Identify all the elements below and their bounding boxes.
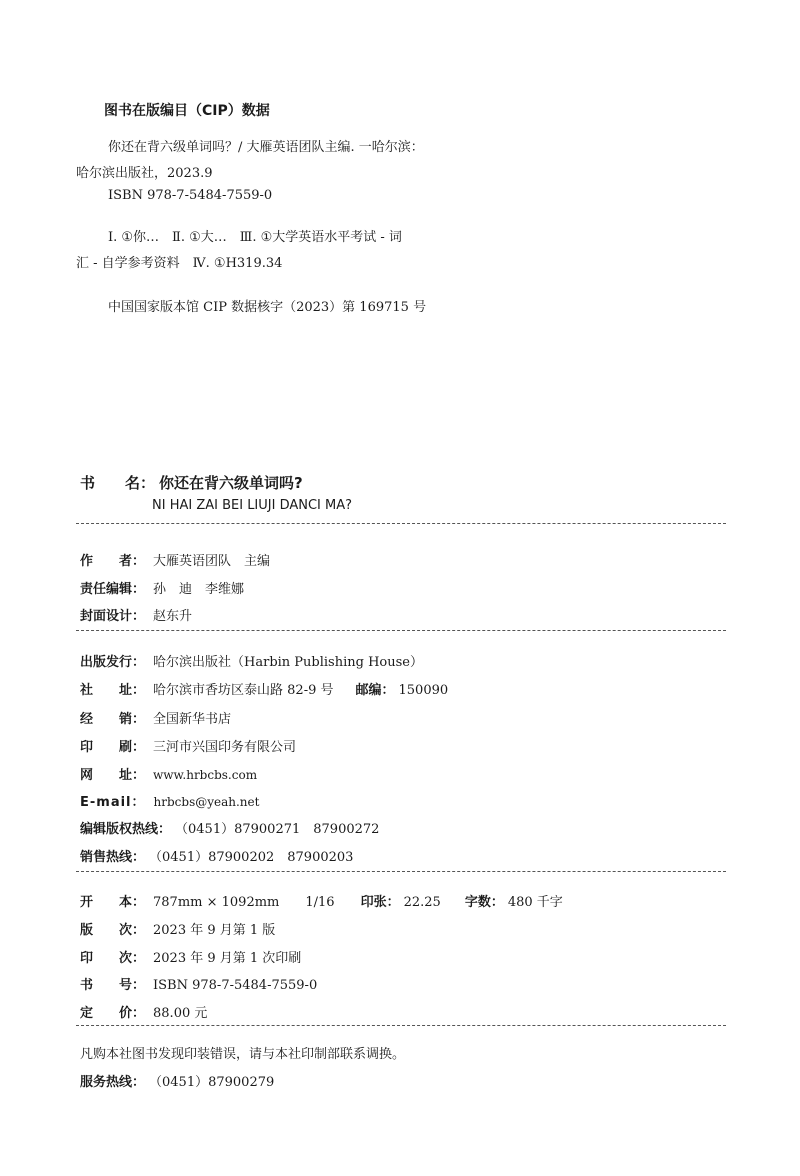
book-title-value: 你还在背六级单词吗? xyxy=(159,474,303,492)
author-label: 作 者： xyxy=(80,554,146,569)
publisher-value: 哈尔滨出版社（Harbin Publishing House） xyxy=(153,655,423,670)
address-label: 社 址： xyxy=(80,683,146,698)
cip-line-1: 你还在背六级单词吗？/ 大雁英语团队主编. 一哈尔滨： xyxy=(108,140,424,155)
edition-row xyxy=(80,919,275,938)
sales-hotline-row xyxy=(80,846,353,865)
address-value: 哈尔滨市香坊区泰山路 82-9 号 xyxy=(153,683,334,698)
cip-isbn: ISBN 978-7-5484-7559-0 xyxy=(108,188,273,203)
email-label: E-mail： xyxy=(80,795,146,810)
divider-2 xyxy=(76,630,726,631)
cip-title: 图书在版编目（CIP）数据 xyxy=(104,103,270,119)
cip-classification-2: 汇 - 自学参考资料 Ⅳ. ①H319.34 xyxy=(76,256,283,271)
distributor-label: 经 销： xyxy=(80,712,146,727)
editor-value: 孙 迪 李维娜 xyxy=(153,582,245,597)
divider-3 xyxy=(76,871,726,872)
cover-design-label: 封面设计： xyxy=(80,609,146,624)
misprint-notice: 凡购本社图书发现印装错误，请与本社印制部联系调换。 xyxy=(80,1047,406,1062)
divider-4 xyxy=(76,1025,726,1026)
format-row xyxy=(80,891,563,910)
copyright-hotline-value: （0451）87900271 87900272 xyxy=(175,822,380,837)
sales-hotline-label: 销售热线： xyxy=(80,850,146,865)
email-row xyxy=(80,791,259,810)
cip-classification-1: Ⅰ. ①你… Ⅱ. ①大… Ⅲ. ①大学英语水平考试 - 词 xyxy=(108,230,402,245)
website-row xyxy=(80,764,257,783)
cover-design-row xyxy=(80,605,192,624)
email-value: hrbcbs@yeah.net xyxy=(153,795,260,809)
editor-row xyxy=(80,578,244,597)
printed-sheets-value: 22.25 xyxy=(403,895,441,910)
printing-row xyxy=(80,947,301,966)
word-count-value: 480 千字 xyxy=(507,895,563,910)
format-label: 开 本： xyxy=(80,895,146,910)
price-label: 定 价： xyxy=(80,1006,146,1021)
price-row xyxy=(80,1002,207,1021)
author-value: 大雁英语团队 主编 xyxy=(153,554,271,569)
isbn-row xyxy=(80,974,317,993)
printing-label: 印 次： xyxy=(80,951,146,966)
divider-1 xyxy=(76,523,726,524)
publisher-label: 出版发行： xyxy=(80,655,146,670)
publisher-row xyxy=(80,651,423,670)
website-value: www.hrbcbs.com xyxy=(153,768,258,782)
cip-record-number: 中国国家版本馆 CIP 数据核字（2023）第 169715 号 xyxy=(108,300,427,315)
distributor-row xyxy=(80,708,231,727)
format-value: 787mm × 1092mm 1/16 xyxy=(153,895,335,910)
author-row xyxy=(80,550,270,569)
book-title-label: 书 名： xyxy=(80,474,156,492)
edition-label: 版 次： xyxy=(80,923,146,938)
sales-hotline-value: （0451）87900202 87900203 xyxy=(149,850,354,865)
service-hotline-label: 服务热线： xyxy=(80,1075,146,1090)
service-hotline-row xyxy=(80,1071,274,1090)
printer-row xyxy=(80,736,296,755)
edition-value: 2023 年 9 月第 1 版 xyxy=(153,923,276,938)
isbn-label: 书 号： xyxy=(80,978,146,993)
printer-label: 印 刷： xyxy=(80,740,146,755)
printing-value: 2023 年 9 月第 1 次印刷 xyxy=(153,951,302,966)
price-value: 88.00 元 xyxy=(153,1006,208,1021)
cover-design-value: 赵东升 xyxy=(153,609,193,624)
editor-label: 责任编辑： xyxy=(80,582,146,597)
postcode-label: 邮编： xyxy=(355,683,395,698)
printed-sheets-label: 印张： xyxy=(360,895,400,910)
service-hotline-value: （0451）87900279 xyxy=(149,1075,275,1090)
printer-value: 三河市兴国印务有限公司 xyxy=(153,740,297,755)
cip-line-2: 哈尔滨出版社，2023.9 xyxy=(76,166,213,181)
word-count-label: 字数： xyxy=(464,895,504,910)
address-row xyxy=(80,679,448,698)
website-label: 网 址： xyxy=(80,768,146,783)
postcode-value: 150090 xyxy=(398,683,449,698)
copyright-hotline-row xyxy=(80,818,379,837)
book-title-pinyin: NI HAI ZAI BEI LIUJI DANCI MA? xyxy=(152,498,353,513)
isbn-value: ISBN 978-7-5484-7559-0 xyxy=(153,978,318,993)
distributor-value: 全国新华书店 xyxy=(153,712,232,727)
book-title-row xyxy=(80,472,303,493)
copyright-hotline-label: 编辑版权热线： xyxy=(80,822,172,837)
